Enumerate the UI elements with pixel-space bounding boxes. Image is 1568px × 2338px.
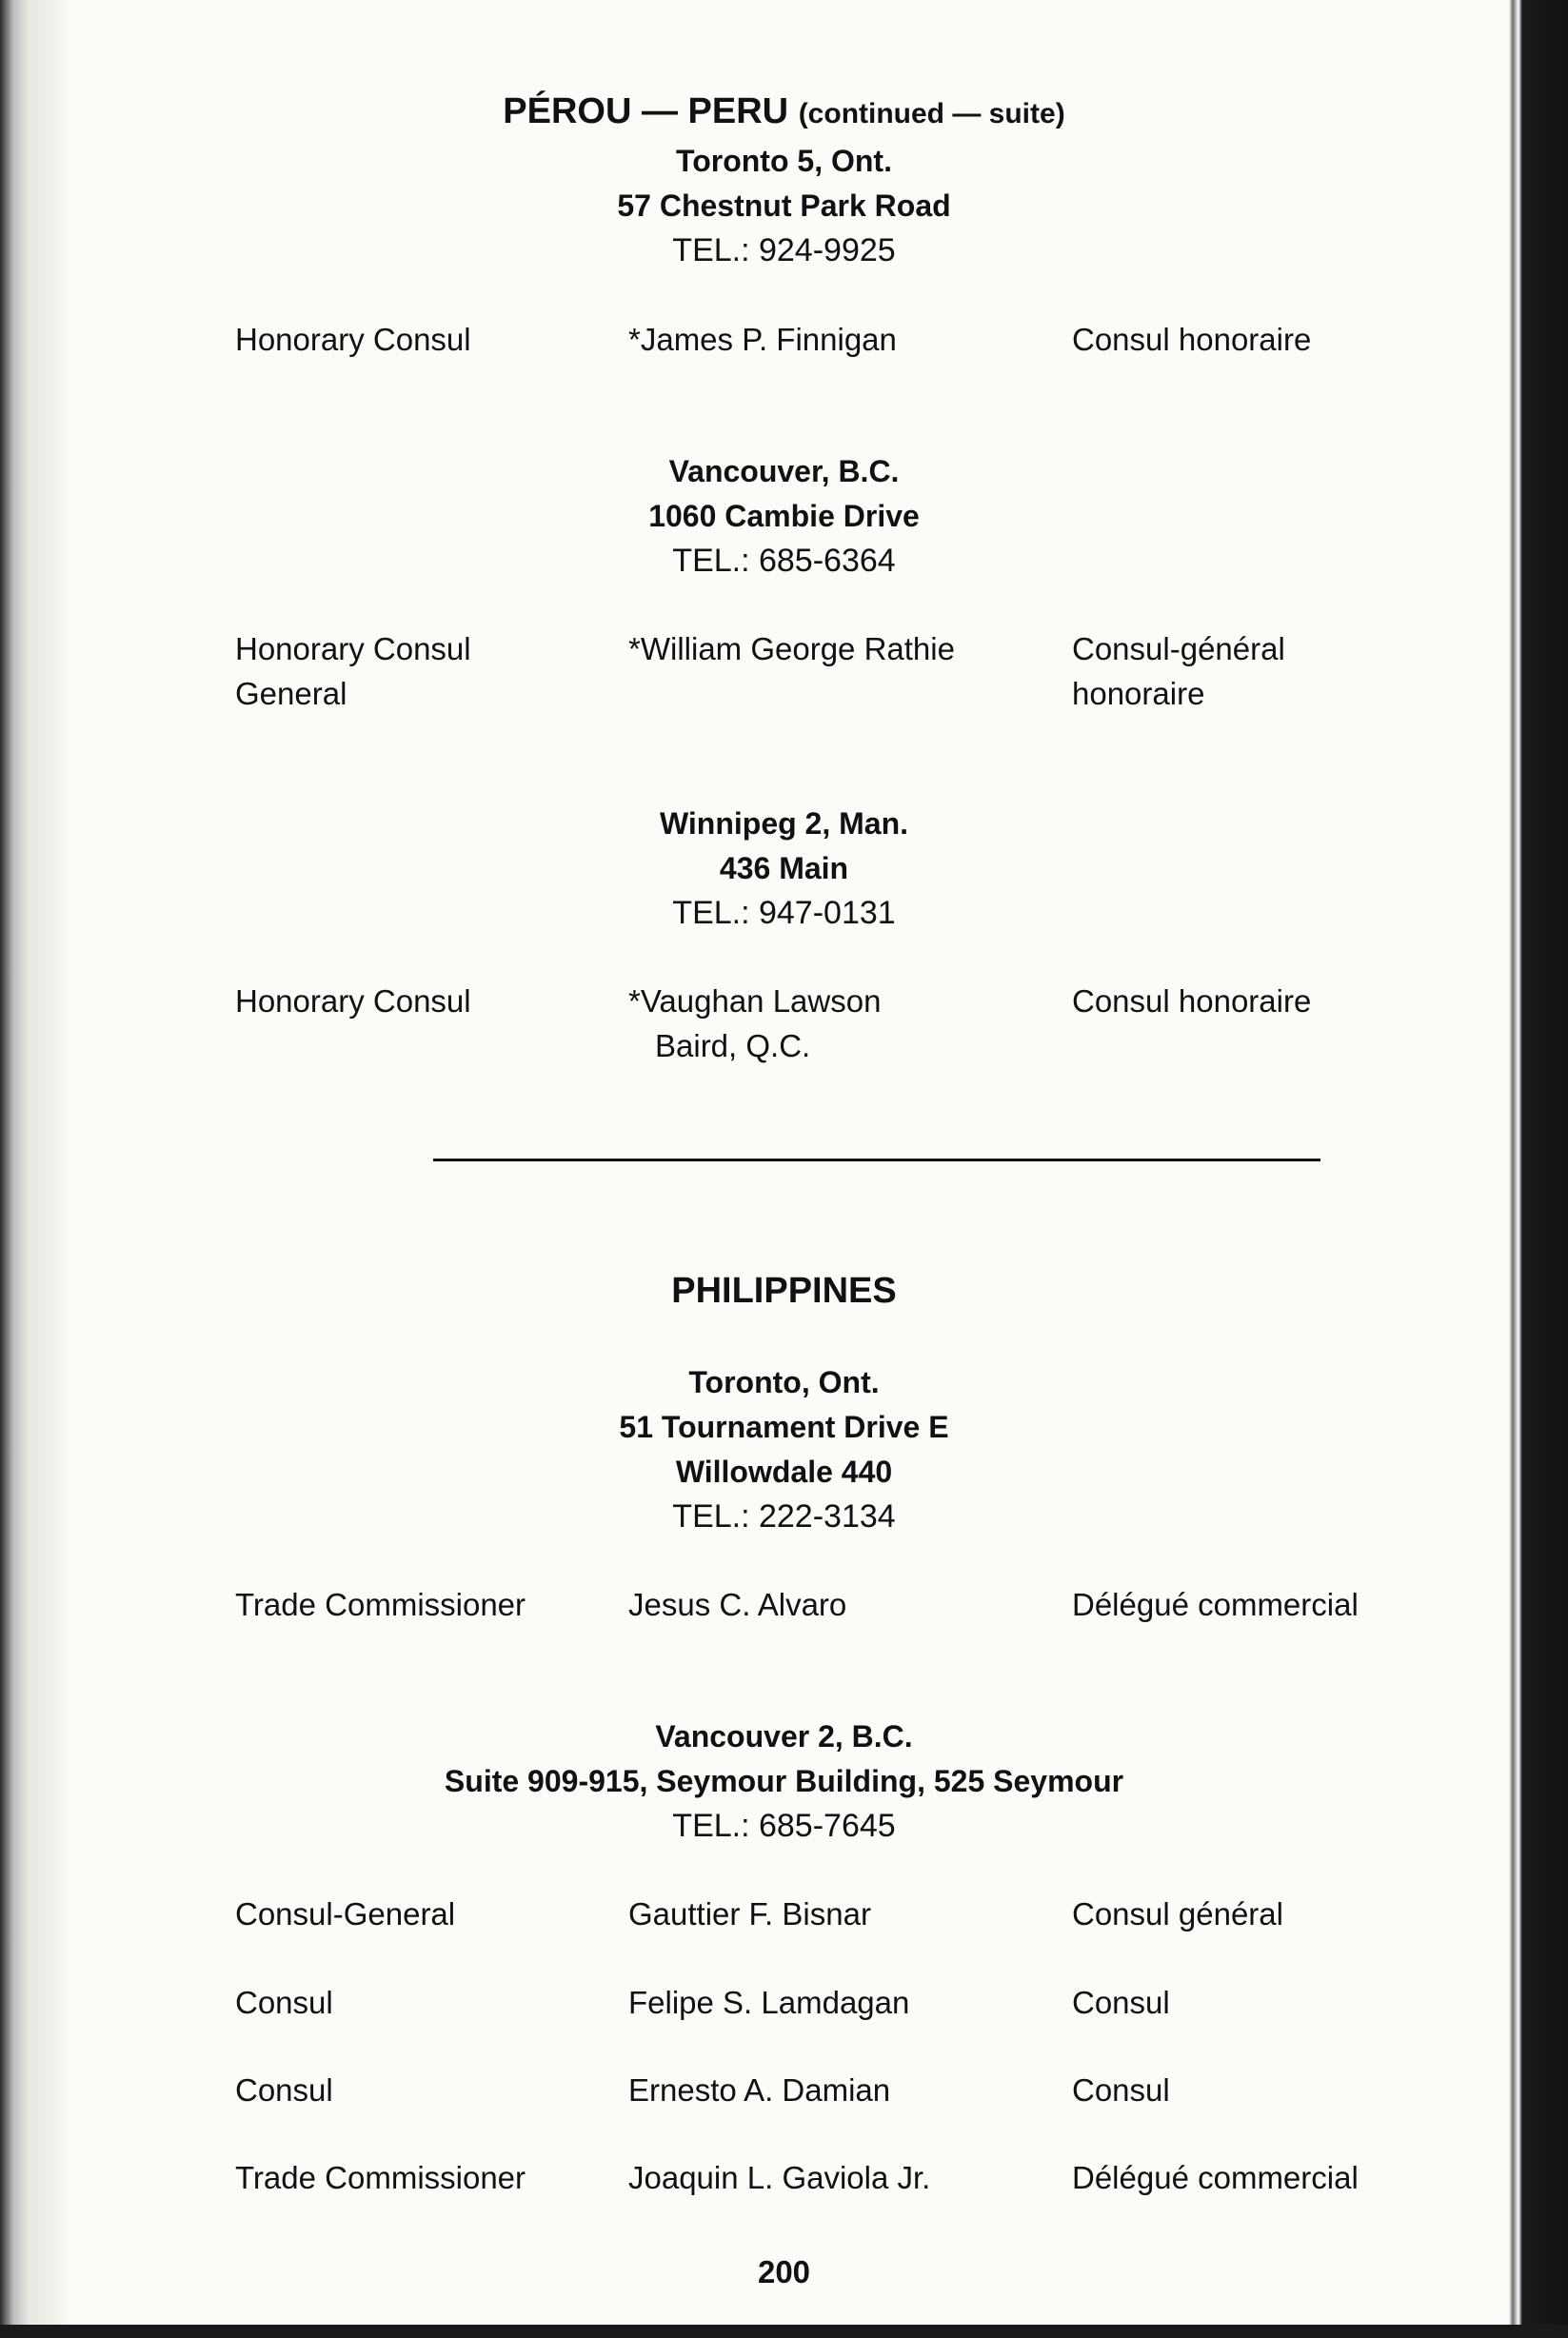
office-street: 1060 Cambie Drive — [648, 499, 920, 533]
office-street: Willowdale 440 — [675, 1455, 893, 1489]
staff-name: Felipe S. Lamdagan — [628, 1985, 910, 2020]
office-city: Vancouver 2, B.C. — [655, 1719, 913, 1754]
staff-name: Ernesto A. Damian — [628, 2072, 891, 2108]
staff-title-en: Trade Commissioner — [235, 2160, 526, 2195]
office-address-block — [0, 1714, 1568, 1849]
office-tel: TEL.: 924-9925 — [672, 232, 896, 268]
peru-heading-note: (continued — suite) — [798, 98, 1065, 129]
office-city: Toronto, Ont. — [688, 1365, 880, 1399]
staff-name: Jesus C. Alvaro — [628, 1587, 847, 1622]
staff-title-en: Consul — [235, 2072, 333, 2108]
staff-name-line: *Vaughan Lawson — [628, 983, 882, 1019]
staff-title-en — [235, 626, 471, 716]
office-tel: TEL.: 685-7645 — [672, 1808, 896, 1844]
staff-title-en: Trade Commissioner — [235, 1587, 526, 1622]
office-street: 51 Tournament Drive E — [619, 1410, 949, 1444]
staff-title-en: Consul-General — [235, 1896, 456, 1932]
office-address-block — [0, 139, 1568, 273]
staff-title-fr: Consul — [1072, 1985, 1170, 2020]
section-heading-philippines — [0, 1271, 1568, 1312]
staff-title-en: Honorary Consul — [235, 322, 471, 357]
staff-name: *William George Rathie — [628, 631, 955, 666]
staff-name — [628, 979, 881, 1068]
staff-title-en-line: Honorary Consul — [235, 631, 471, 666]
peru-heading: PÉROU — PERU — [503, 91, 789, 131]
staff-title-fr-line: Consul-général — [1072, 631, 1285, 666]
office-city: Toronto 5, Ont. — [676, 144, 892, 178]
office-street: 436 Main — [719, 851, 849, 885]
page-bottom-edge — [0, 2325, 1568, 2338]
staff-title-fr: Délégué commercial — [1072, 2160, 1359, 2195]
page-number: 200 — [757, 2254, 811, 2289]
staff-title-fr: Délégué commercial — [1072, 1587, 1359, 1622]
section-divider — [433, 1159, 1320, 1161]
staff-name: Gauttier F. Bisnar — [628, 1896, 871, 1932]
philippines-heading: PHILIPPINES — [671, 1271, 897, 1311]
staff-title-fr: Consul honoraire — [1072, 322, 1312, 357]
office-city: Winnipeg 2, Man. — [659, 806, 909, 841]
staff-title-fr-line: honoraire — [1072, 676, 1205, 711]
office-street: Suite 909-915, Seymour Building, 525 Seymour — [444, 1764, 1124, 1798]
staff-name: Joaquin L. Gaviola Jr. — [628, 2160, 931, 2195]
staff-title-fr: Consul général — [1072, 1896, 1283, 1932]
staff-name-line: Baird, Q.C. — [655, 1028, 811, 1063]
staff-title-fr: Consul — [1072, 2072, 1170, 2108]
office-street: 57 Chestnut Park Road — [617, 188, 951, 223]
office-tel: TEL.: 685-6364 — [672, 543, 896, 579]
office-tel: TEL.: 222-3134 — [672, 1498, 896, 1535]
staff-title-en-line: General — [235, 676, 347, 711]
staff-name: *James P. Finnigan — [628, 322, 897, 357]
office-address-block — [0, 1360, 1568, 1539]
office-address-block — [0, 449, 1568, 584]
staff-title-en: Honorary Consul — [235, 983, 471, 1019]
section-heading-peru — [0, 91, 1568, 132]
page-binding-edge — [0, 0, 67, 2338]
staff-title-en: Consul — [235, 1985, 333, 2020]
office-tel: TEL.: 947-0131 — [672, 895, 896, 931]
office-city: Vancouver, B.C. — [668, 454, 900, 488]
staff-title-fr — [1072, 626, 1285, 716]
staff-title-fr: Consul honoraire — [1072, 983, 1312, 1019]
office-address-block — [0, 802, 1568, 936]
page-right-edge — [1499, 0, 1568, 2338]
